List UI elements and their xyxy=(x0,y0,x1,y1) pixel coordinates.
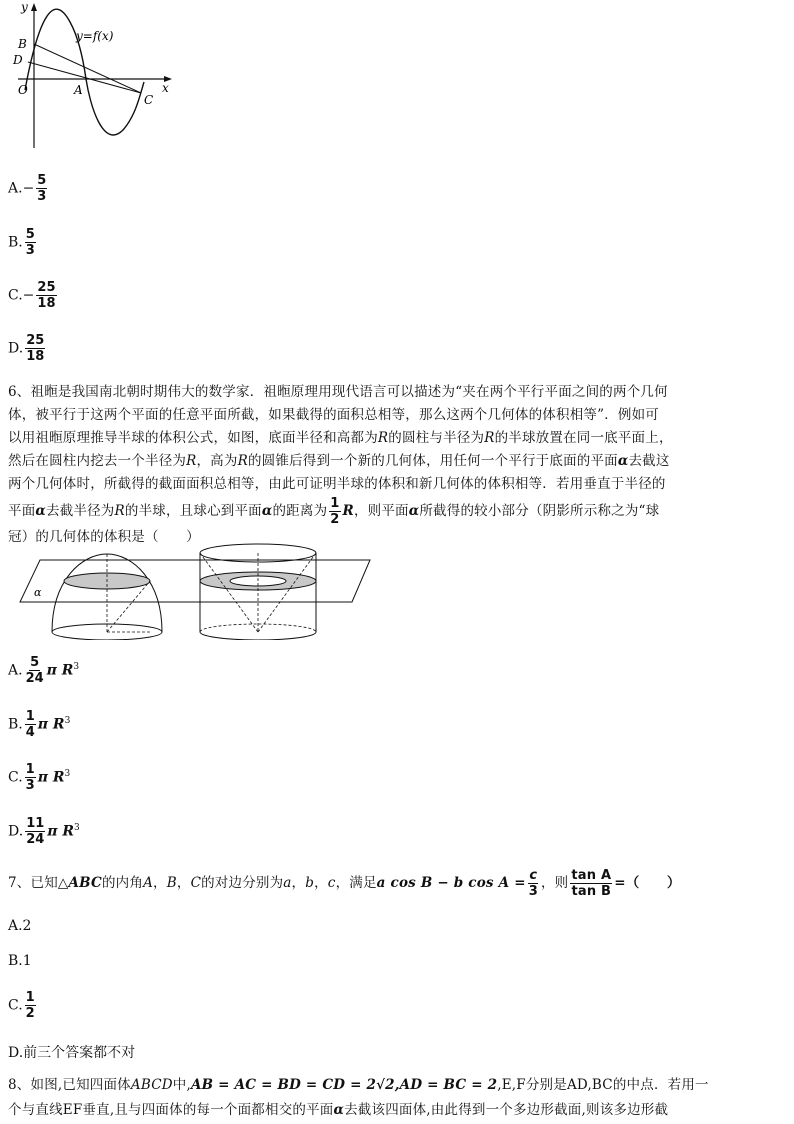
q5-b-fraction: $\frac{5}{3}$ xyxy=(25,227,35,258)
q7-option-d[interactable]: D.前三个答案都不对 xyxy=(8,1045,136,1061)
hemisphere-cylinder-figure xyxy=(12,540,377,640)
point-b-label: B xyxy=(18,37,27,51)
q6-option-d[interactable]: D. $\frac{11}{24}$ π $R^3$ xyxy=(8,816,80,847)
y-axis-label: y xyxy=(21,0,28,14)
cone-left xyxy=(200,553,258,632)
q6-stem: 6、祖暅是我国南北朝时期伟大的数学家．祖暅原理用现代语言可以描述为“夹在两个平行平面之间的两个几何 体，被平行于这两个平面的任意平面所截，如果截得的面积总相等，那么这两个几何体的体积相等”．例如可 以用祖暅原理推导半球的体积公式，如图，底面半径和高都为R的圆柱与半径为R的半球放置在同一底平面上， 然后在圆柱内挖去一个半径为R，高为R的圆锥后得到一个新的几何体，用任何一个平行于底面的平面α去截这 两个几何体时，所截得的截面面积总相等，由此可证明半球的体积和新几何体的体积相等．若用垂直于半径的 平面α去截半径为R的半球，且球心到平面α的距离为 $\frac{1}{2}$ R，则平面α所截得的较小部分（阴影所示称之为“球 冠）的几何体的体积是（ ） xyxy=(8,384,673,545)
function-graph xyxy=(8,0,178,150)
q5-option-d[interactable]: D. $\frac{25}{18}$ xyxy=(8,333,45,364)
cylinder-bottom xyxy=(200,632,316,640)
q6-half-fraction: $\frac{1}{2}$ xyxy=(330,496,340,527)
q6-option-a[interactable]: A. $\frac{5}{24}$ π $R^3$ xyxy=(8,655,80,686)
q5-option-b[interactable]: B. $\frac{5}{3}$ xyxy=(8,227,35,258)
q5-a-fraction: $\frac{5}{3}$ xyxy=(37,173,47,204)
q6-option-b[interactable]: B. $\frac{1}{4}$ π $R^3$ xyxy=(8,709,71,740)
q7-option-b[interactable]: B.1 xyxy=(8,953,32,969)
point-c-label: C xyxy=(144,93,154,107)
q5-option-c[interactable]: C.− $\frac{25}{18}$ xyxy=(8,280,56,311)
q6-option-c[interactable]: C. $\frac{1}{3}$ π $R^3$ xyxy=(8,762,71,793)
plane-alpha-label: α xyxy=(34,586,42,599)
q5-d-fraction: $\frac{25}{18}$ xyxy=(26,333,45,364)
point-d-label: D xyxy=(13,53,23,67)
y-axis-arrow xyxy=(31,3,37,11)
q5-c-fraction: $\frac{25}{18}$ xyxy=(37,280,56,311)
q5-option-a[interactable]: A.− $\frac{5}{3}$ xyxy=(8,173,47,204)
cone-right xyxy=(258,553,316,632)
curve-label: y=f(x) xyxy=(76,29,114,43)
point-o-label: O xyxy=(18,83,28,97)
q7-option-a[interactable]: A.2 xyxy=(8,918,32,934)
q8-stem: 8、如图,已知四面体ABCD中,AB = AC = BD = CD = 2√2,AD = BC = 2,E,F分别是AD,BC的中点．若用一 个与直线EF垂直,且与四面体的每一个面都相交的平面α去截该四面体,由此得到一个多边形截面,则该多边形截 xyxy=(8,1077,709,1118)
q7-option-c[interactable]: C. $\frac{1}{2}$ xyxy=(8,990,35,1021)
q7-stem: 7、已知△ABC的内角A，B，C的对边分别为a，b，c，满足a cos B − b cos A = $\frac{c}{3}$ ，则 $\frac{\text{tan A}}{\text{tan B}}$ =（ ） xyxy=(8,868,681,899)
point-a-label: A xyxy=(74,83,83,97)
x-axis-label: x xyxy=(162,81,169,95)
